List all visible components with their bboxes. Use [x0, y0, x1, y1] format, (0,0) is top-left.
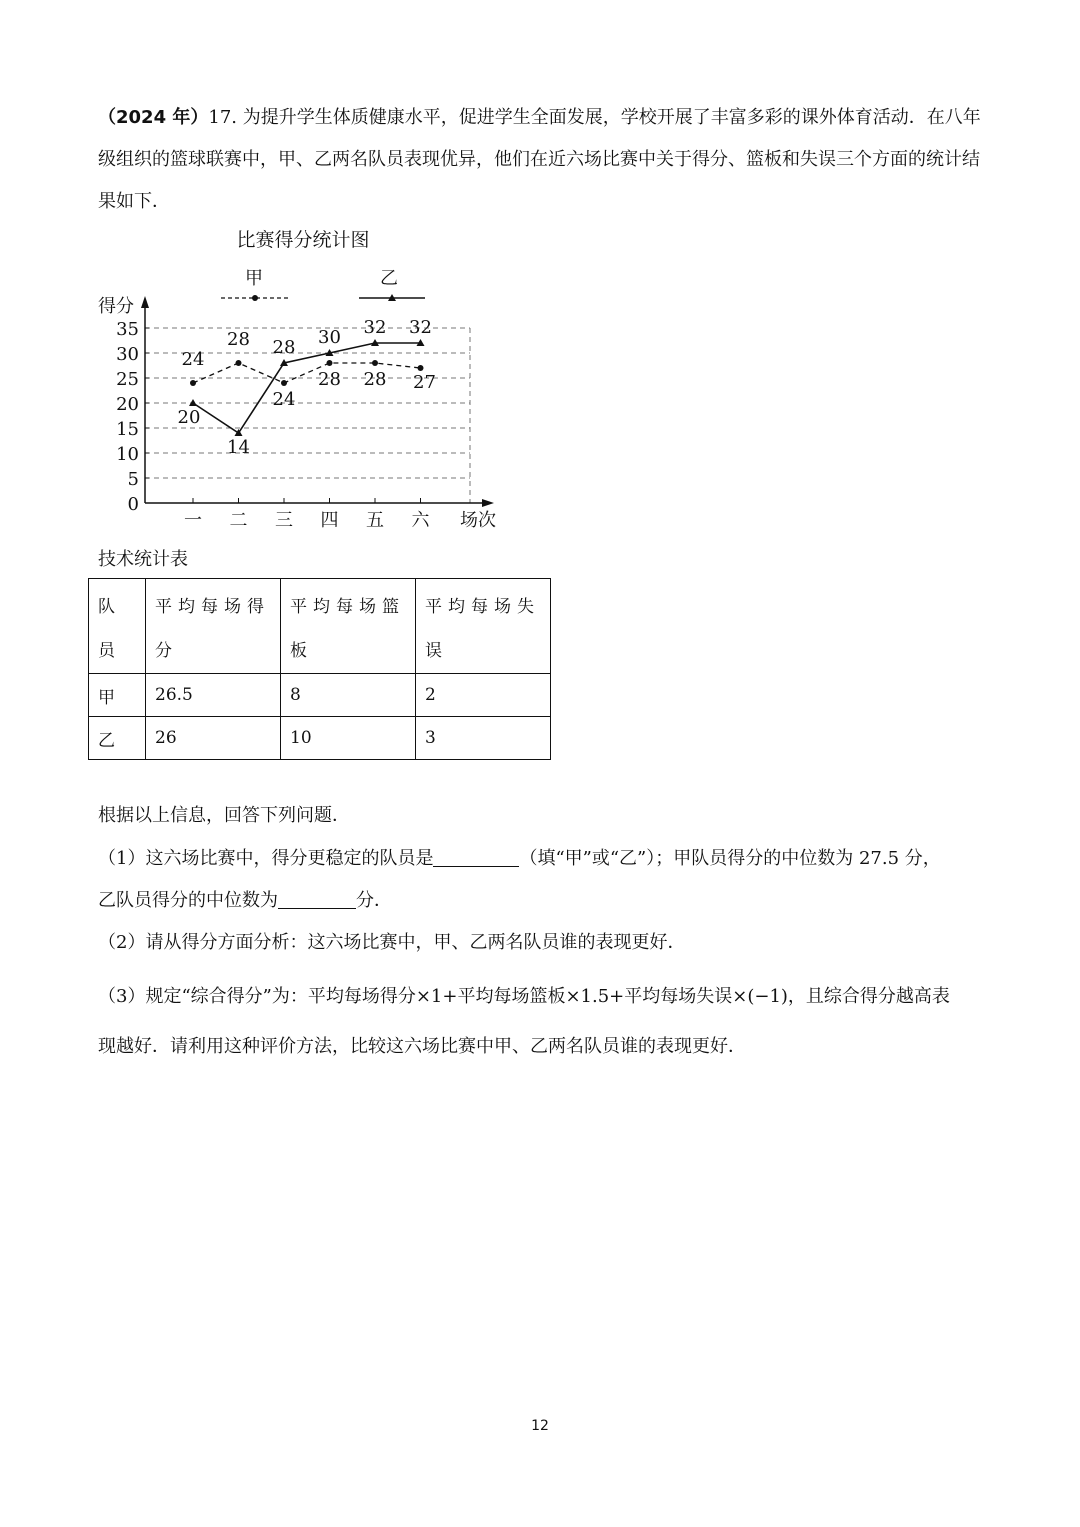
- y-tick-label: 5: [127, 469, 139, 490]
- table-header-cell: 平均每场得分: [146, 579, 281, 674]
- y-tick-label: 15: [116, 419, 139, 440]
- answer-blank-2[interactable]: [278, 886, 356, 909]
- y-tick-label: 20: [116, 394, 139, 415]
- table-cell: 甲: [89, 674, 146, 717]
- data-point-jia: [236, 360, 242, 366]
- question-3: [98, 972, 984, 1072]
- legend-label-jia: 甲: [245, 268, 263, 289]
- table-row: [89, 717, 551, 760]
- data-label-jia: 28: [318, 369, 341, 390]
- table-cell: 3: [416, 717, 551, 760]
- question-1-part-a: （1）这六场比赛中，得分更稳定的队员是: [98, 848, 434, 869]
- x-tick-label: 三: [275, 510, 293, 531]
- data-point-jia: [327, 360, 333, 366]
- x-tick-label: 五: [366, 510, 384, 531]
- x-tick-label: 六: [411, 510, 430, 531]
- table-cell: 8: [281, 674, 416, 717]
- question-3-part-b: 现越好．请利用这种评价方法，比较这六场比赛中甲、乙两名队员谁的表现更好．: [98, 1036, 746, 1057]
- question-1-part-b: （填“甲”或“乙”）；甲队员得分的中位数为 27.5 分，: [519, 848, 941, 869]
- y-tick-label: 30: [116, 344, 139, 365]
- page-number: 12: [531, 1418, 549, 1434]
- data-label-yi: 20: [177, 407, 201, 428]
- problem-number: 17.: [208, 107, 238, 128]
- table-row: [89, 674, 551, 717]
- data-label-yi: 28: [272, 337, 296, 358]
- data-label-yi: 14: [227, 437, 250, 458]
- score-line-chart: [90, 222, 520, 534]
- table-header-cell: 平均每场篮板: [281, 579, 416, 674]
- x-tick-label: 四: [320, 510, 339, 531]
- data-point-jia: [281, 380, 287, 386]
- y-tick-label: 25: [116, 369, 139, 390]
- problem-intro: [98, 97, 984, 223]
- data-label-jia: 28: [227, 329, 250, 350]
- x-tick-label: 二: [229, 510, 248, 531]
- table-title: 技术统计表: [98, 549, 188, 570]
- problem-year-tag: （2024 年）: [98, 107, 209, 128]
- legend-marker-jia: [252, 295, 258, 301]
- data-label-jia: 24: [272, 389, 296, 410]
- table-header-row: [89, 579, 551, 674]
- question-1-part-d: 分．: [356, 890, 392, 911]
- data-label-yi: 32: [363, 317, 387, 338]
- chart-title: 比赛得分统计图: [236, 229, 370, 251]
- question-2: （2）请从得分方面分析：这六场比赛中，甲、乙两名队员谁的表现更好．: [98, 932, 686, 953]
- table-cell: 2: [416, 674, 551, 717]
- data-label-yi: 32: [409, 317, 432, 338]
- data-label-jia: 28: [363, 369, 387, 390]
- problem-intro-text: 为提升学生体质健康水平，促进学生全面发展，学校开展了丰富多彩的课外体育活动．在八年级组织的篮球联赛中，甲、乙两名队员表现优异，他们在近六场比赛中关于得分、篮板和失误三个方面的统计结果如下．: [98, 107, 981, 212]
- y-axis-label: 得分: [98, 296, 134, 317]
- y-tick-label: 35: [116, 319, 139, 340]
- x-axis-arrow: [482, 499, 494, 507]
- y-axis-arrow: [141, 296, 149, 308]
- data-label-yi: 30: [318, 327, 341, 348]
- data-label-jia: 24: [181, 349, 205, 370]
- x-tick-label: 一: [184, 510, 202, 531]
- table-header-cell: 平均每场失误: [416, 579, 551, 674]
- data-point-jia: [372, 360, 378, 366]
- table-cell: 乙: [89, 717, 146, 760]
- questions-lead: 根据以上信息，回答下列问题．: [98, 805, 350, 826]
- y-tick-label: 0: [127, 494, 139, 515]
- data-point-jia: [190, 380, 196, 386]
- data-label-jia: 27: [413, 372, 436, 393]
- x-axis-label: 场次: [460, 510, 496, 531]
- question-1: [98, 838, 984, 922]
- stats-table: [88, 578, 551, 760]
- data-point-jia: [418, 365, 424, 371]
- question-1-part-c: 乙队员得分的中位数为: [98, 890, 278, 911]
- table-cell: 26: [146, 717, 281, 760]
- table-header-cell: 队员: [89, 579, 146, 674]
- table-cell: 26.5: [146, 674, 281, 717]
- y-tick-label: 10: [116, 444, 139, 465]
- table-cell: 10: [281, 717, 416, 760]
- answer-blank-1[interactable]: [433, 844, 519, 867]
- legend-label-yi: 乙: [380, 268, 398, 289]
- question-3-part-a: （3）规定“综合得分”为：平均每场得分×1+平均每场篮板×1.5+平均每场失误×(−1)，且综合得分越高表: [98, 986, 950, 1007]
